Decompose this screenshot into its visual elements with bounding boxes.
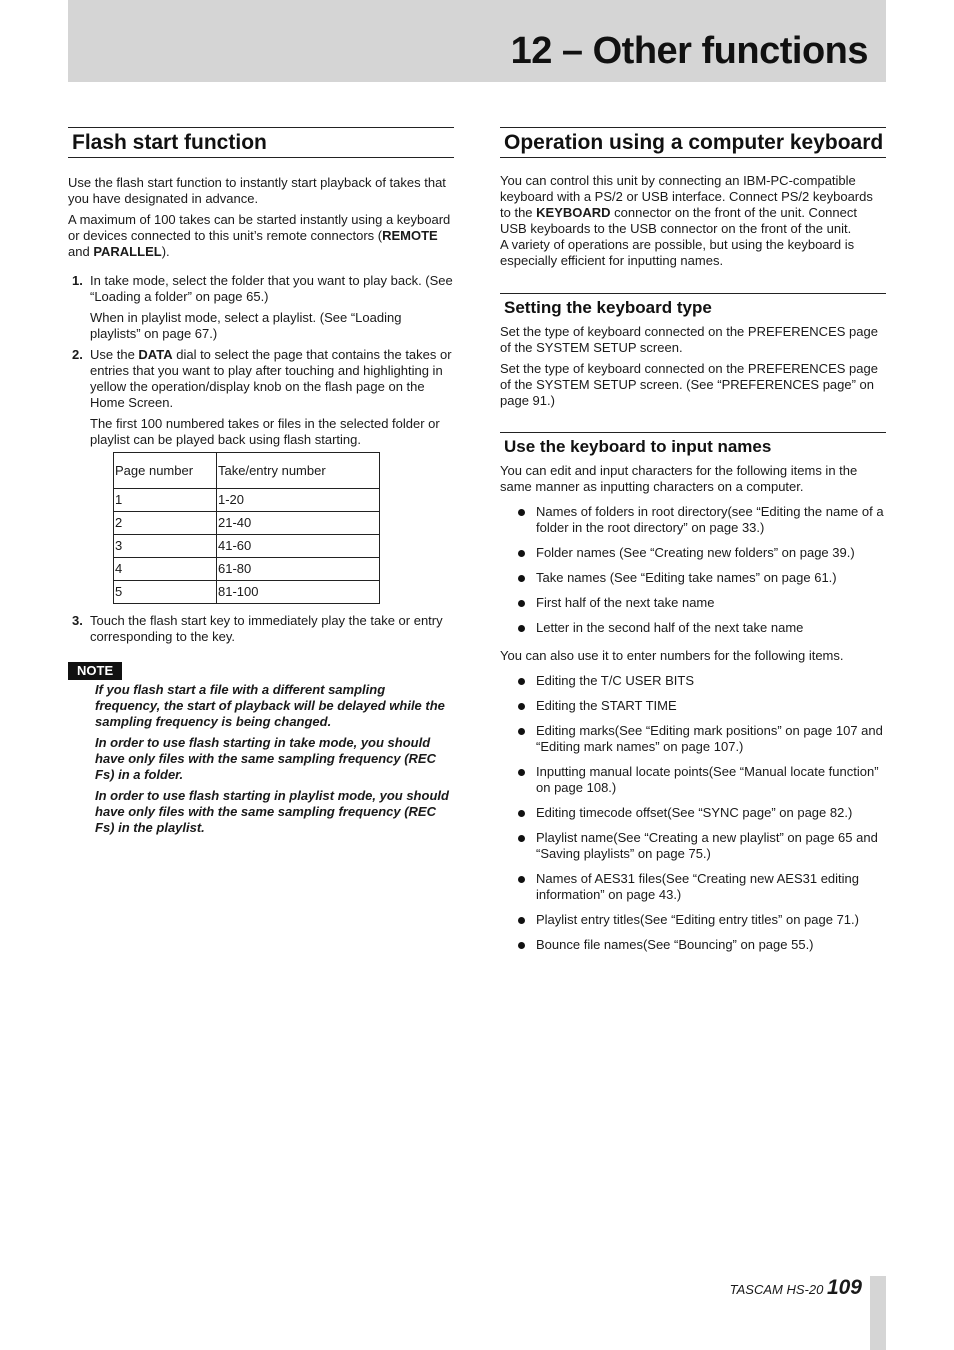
paragraph: A variety of operations are possible, but using the keyboard is especially efficient for inputting names. — [500, 237, 855, 268]
bullet-icon — [518, 550, 525, 557]
list-item: First half of the next take name — [500, 595, 886, 611]
table-cell: 81-100 — [217, 581, 380, 604]
table-cell: 2 — [114, 512, 217, 535]
step-text: Use the DATA dial to select the page that contains the takes or entries that you want to play after touching and highlighting in yellow the operation/display knob on the flash page on the Home Screen. — [90, 347, 452, 410]
bullet-icon — [518, 876, 525, 883]
chapter-header-bar — [68, 0, 886, 82]
note-item: In order to use flash starting in take mode, you should have only files with the same sampling frequency (REC Fs) in a folder. — [95, 735, 436, 782]
step-text: In take mode, select the folder that you want to play back. (See “Loading a folder” on page 65.) — [90, 273, 453, 304]
table-row — [114, 558, 380, 581]
table-row — [114, 489, 380, 512]
bullet-icon — [518, 810, 525, 817]
list-item: Editing timecode offset(See “SYNC page” on page 82.) — [500, 805, 886, 821]
list-item: Letter in the second half of the next take name — [500, 620, 886, 636]
note-item: In order to use flash starting in playlist mode, you should have only files with the same sampling frequency (REC Fs) in the playlist. — [95, 788, 449, 835]
list-item: Editing the T/C USER BITS — [500, 673, 886, 689]
subsection-title-input-names: Use the keyboard to input names — [500, 432, 886, 459]
bullet-icon — [518, 769, 525, 776]
note-item: If you flash start a file with a different sampling frequency, the start of playback will be delayed while the sampling frequency is being changed. — [95, 682, 445, 729]
table-cell: 21-40 — [217, 512, 380, 535]
table-row — [114, 535, 380, 558]
table-cell: 5 — [114, 581, 217, 604]
paragraph: You can also use it to enter numbers for the following items. — [500, 648, 844, 663]
bullet-icon — [518, 509, 525, 516]
step-number: 1. — [72, 273, 83, 288]
list-item: Bounce file names(See “Bouncing” on page 55.) — [500, 937, 886, 953]
page-number: 109 — [826, 1276, 862, 1299]
chapter-title: 12 – Other functions — [510, 30, 868, 72]
step-number: 3. — [72, 613, 83, 628]
bullet-icon — [518, 728, 525, 735]
step-1 — [68, 273, 454, 342]
section-title-flash-start: Flash start function — [68, 127, 454, 158]
list-item: Names of folders in root directory(see “Editing the name of a folder in the root directory” on page 33.) — [500, 504, 886, 536]
table-cell: 3 — [114, 535, 217, 558]
table-row — [114, 512, 380, 535]
table-header-cell: Page number — [114, 453, 217, 489]
bullet-icon — [518, 942, 525, 949]
list-item: Editing marks(See “Editing mark positions” on page 107 and “Editing mark names” on page 107.) — [500, 723, 886, 755]
bullet-icon — [518, 625, 525, 632]
step-2 — [68, 347, 454, 604]
list-item: Inputting manual locate points(See “Manual locate function” on page 108.) — [500, 764, 886, 796]
table-cell: 61-80 — [217, 558, 380, 581]
paragraph: A maximum of 100 takes can be started instantly using a keyboard or devices connected to this unit’s remote connectors (REMOTE and PARALLEL). — [68, 212, 451, 259]
list-item: Take names (See “Editing take names” on page 61.) — [500, 570, 886, 586]
bullet-list-names — [500, 504, 886, 636]
paragraph: Use the flash start function to instantly start playback of takes that you have designated in advance. — [68, 175, 446, 206]
table-cell: 41-60 — [217, 535, 380, 558]
paragraph: You can edit and input characters for the following items in the same manner as inputting characters on a computer. — [500, 463, 858, 494]
list-item: Playlist entry titles(See “Editing entry titles” on page 71.) — [500, 912, 886, 928]
bullet-icon — [518, 575, 525, 582]
page-footer — [730, 1276, 862, 1302]
note-badge: NOTE — [68, 662, 122, 680]
model-name: TASCAM HS-20 — [729, 1282, 824, 1297]
subsection-title-keyboard-type: Setting the keyboard type — [500, 293, 886, 320]
bullet-icon — [518, 835, 525, 842]
paragraph: You can control this unit by connecting an IBM-PC-compatible keyboard with a PS/2 or USB interface. Connect PS/2 keyboards to the KEYBOARD connector on the front of the unit. Connect USB keyboards to the USB connector on the front of the unit. — [500, 173, 873, 236]
step-text: Touch the flash start key to immediately play the take or entry corresponding to the key. — [90, 613, 443, 644]
table-header-row — [114, 453, 380, 489]
bullet-icon — [518, 917, 525, 924]
page-number-table — [113, 452, 380, 604]
list-item: Editing the START TIME — [500, 698, 886, 714]
paragraph: Set the type of keyboard connected on the PREFERENCES page of the SYSTEM SETUP screen. — [500, 324, 878, 355]
bullet-icon — [518, 600, 525, 607]
list-item: Names of AES31 files(See “Creating new AES31 editing information” on page 43.) — [500, 871, 886, 903]
table-cell: 1-20 — [217, 489, 380, 512]
note-body — [68, 682, 454, 836]
table-cell: 1 — [114, 489, 217, 512]
table-header-cell: Take/entry number — [217, 453, 380, 489]
left-column — [68, 127, 454, 841]
bullet-icon — [518, 678, 525, 685]
step-subtext: When in playlist mode, select a playlist. (See “Loading playlists” on page 67.) — [90, 310, 402, 341]
table-cell: 4 — [114, 558, 217, 581]
page-edge-tab — [870, 1276, 886, 1350]
table-row — [114, 581, 380, 604]
step-number: 2. — [72, 347, 83, 362]
right-column — [500, 127, 886, 962]
step-3 — [68, 613, 454, 645]
bullet-list-numbers — [500, 673, 886, 953]
step-subtext: The first 100 numbered takes or files in the selected folder or playlist can be played back using flash starting. — [90, 416, 440, 447]
list-item: Folder names (See “Creating new folders” on page 39.) — [500, 545, 886, 561]
list-item: Playlist name(See “Creating a new playlist” on page 65 and “Saving playlists” on page 75.) — [500, 830, 886, 862]
note-box — [68, 662, 454, 836]
bullet-icon — [518, 703, 525, 710]
section-title-computer-keyboard: Operation using a computer keyboard — [500, 127, 886, 158]
paragraph: Set the type of keyboard connected on the PREFERENCES page of the SYSTEM SETUP screen. (See “PREFERENCES page” on page 91.) — [500, 361, 878, 408]
